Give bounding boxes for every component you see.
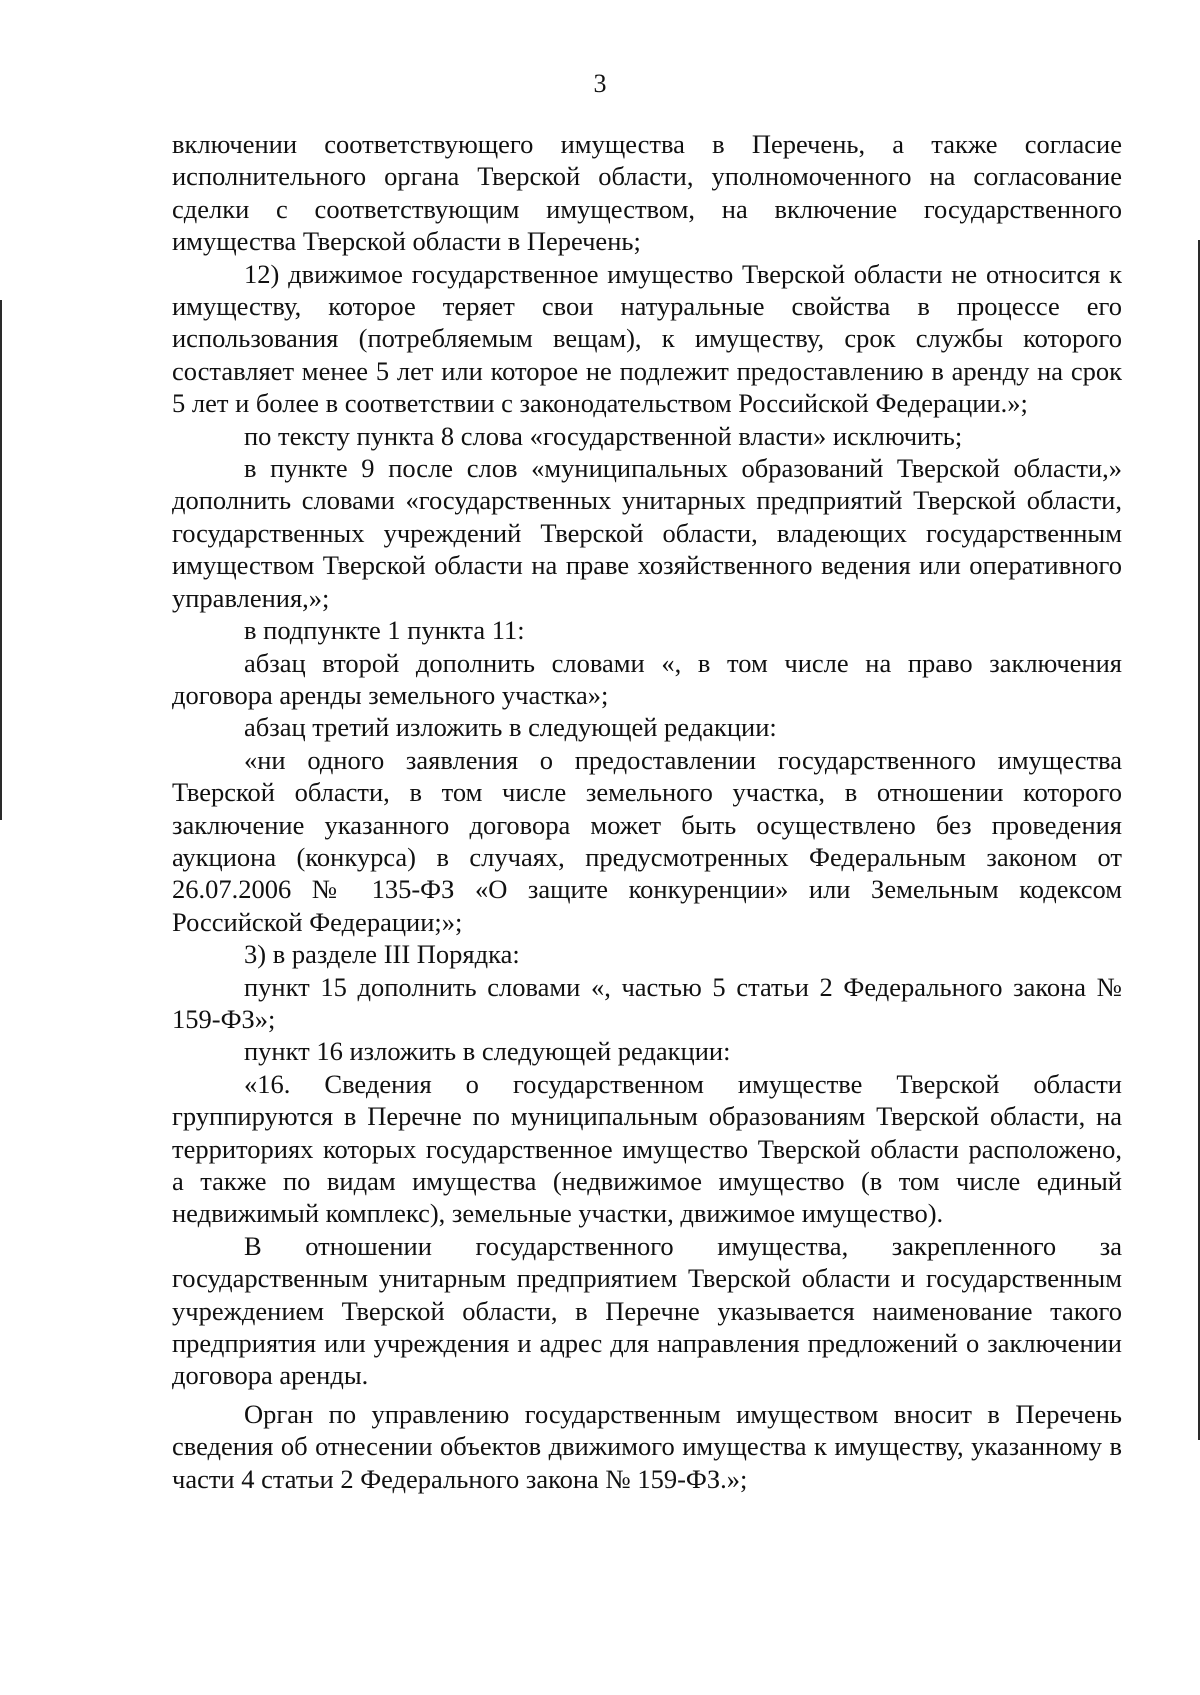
paragraph-9: 3) в разделе III Порядка:	[244, 939, 520, 970]
scan-edge-left	[0, 300, 2, 820]
paragraph-7: абзац третий изложить в следующей редакции:	[244, 712, 777, 743]
paragraph-6: абзац второй дополнить словами «, в том числе на право заключения договора аренды земельного участка»;	[172, 647, 1122, 710]
paragraph-1: включении соответствующего имущества в Перечень, а также согласие исполнительного органа Тверской области, уполномоченного на согласование сделки с соответствующим имуществом, на включение государственного имущества Тверской области в Перечень;	[172, 129, 1122, 257]
paragraph-10: пункт 15 дополнить словами «, частью 5 статьи 2 Федерального закона № 159-ФЗ»;	[172, 971, 1122, 1034]
paragraph-4: в пункте 9 после слов «муниципальных образований Тверской области,» дополнить словами «государственных унитарных предприятий Тверской области, государственных учреждений Тверской области, владеющих государственным имуществом Тверской области на праве хозяйственного ведения или оперативного управления,»;	[172, 453, 1122, 613]
paragraph-13: В отношении государственного имущества, закрепленного за государственным унитарным предприятием Тверской области и государственным учреждением Тверской области, в Перечне указывается наименование такого предприятия или учреждения и адрес для направления предложений о заключении договора аренды.	[172, 1230, 1122, 1391]
paragraph-3: по тексту пункта 8 слова «государственной власти» исключить;	[244, 420, 963, 451]
paragraph-11: пункт 16 изложить в следующей редакции:	[244, 1036, 731, 1067]
paragraph-14: Орган по управлению государственным имуществом вносит в Перечень сведения об отнесении объектов движимого имущества к имуществу, указанному в части 4 статьи 2 Федерального закона № 159-ФЗ.»;	[172, 1398, 1122, 1494]
document-body	[172, 128, 1122, 1495]
paragraph-2: 12) движимое государственное имущество Тверской области не относится к имуществу, которое теряет свои натуральные свойства в процессе его использования (потребляемым вещам), к имуществу, срок службы которого составляет менее 5 лет или которое не подлежит предоставлению в аренду на срок 5 лет и более в соответствии с законодательством Российской Федерации.»;	[172, 258, 1122, 419]
paragraph-12: «16. Сведения о государственном имуществе Тверской области группируются в Перечне по муниципальным образованиям Тверской области, на территориях которых государственное имущество Тверской области расположено, а также по видам имущества (недвижимое имущество (в том числе единый недвижимый комплекс), земельные участки, движимое имущество).	[172, 1068, 1122, 1229]
paragraph-8: «ни одного заявления о предоставлении государственного имущества Тверской области, в том числе земельного участка, в отношении которого заключение указанного договора может быть осуществлено без проведения аукциона (конкурса) в случаях, предусмотренных Федеральным законом от 26.07.2006 № 135-ФЗ «О защите конкуренции» или Земельным кодексом Российской Федерации;»;	[172, 744, 1122, 937]
page-number: 3	[593, 69, 607, 98]
paragraph-5: в подпункте 1 пункта 11:	[244, 615, 525, 646]
